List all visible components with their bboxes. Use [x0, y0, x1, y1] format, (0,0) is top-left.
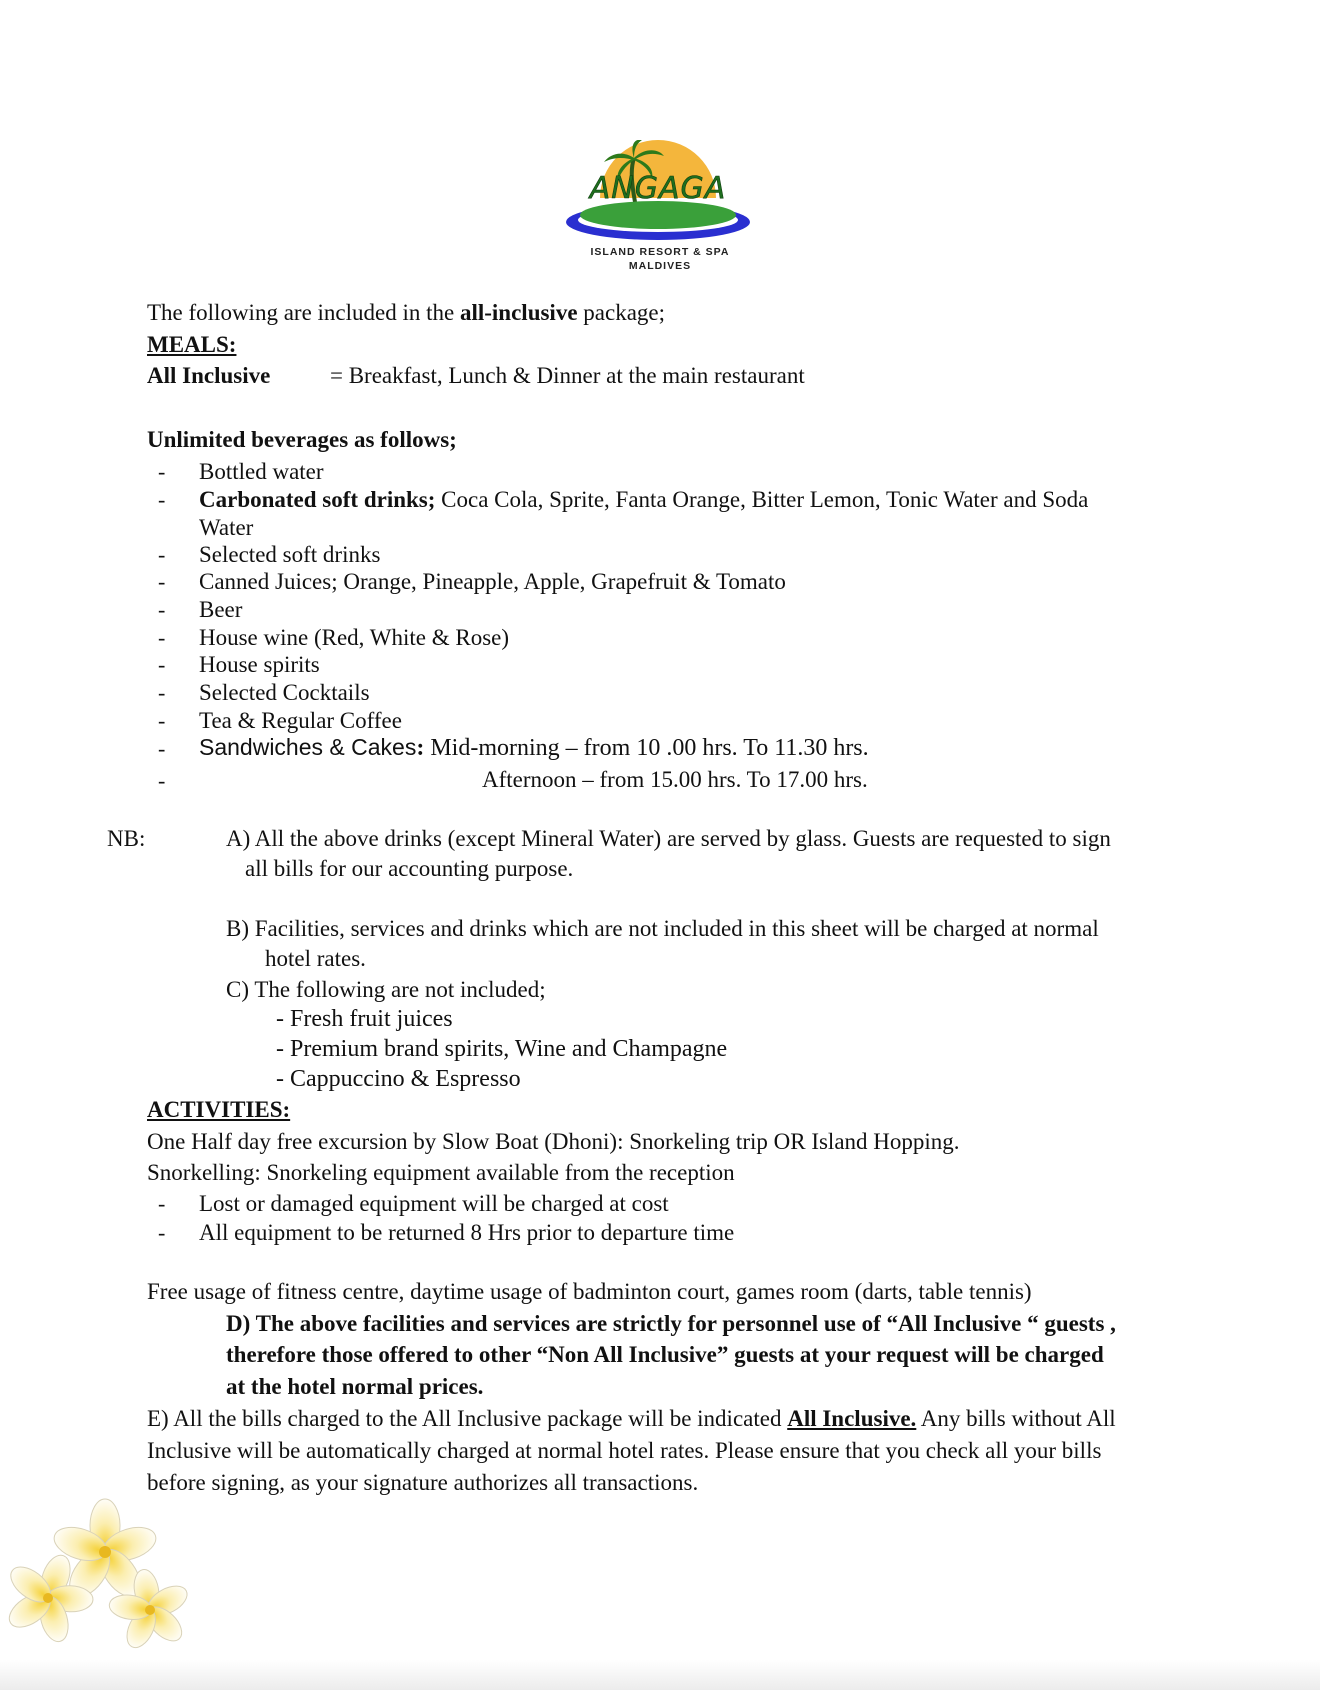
resort-logo — [560, 140, 760, 270]
bullet-dash: - — [158, 542, 166, 567]
free-usage-line: Free usage of fitness centre, daytime usage of badminton court, games room (darts, table tennis) — [147, 1279, 1032, 1304]
activities-line: Snorkelling: Snorkeling equipment available from the reception — [147, 1160, 735, 1185]
nb-b-line: B) Facilities, services and drinks which are not included in this sheet will be charged at normal — [226, 916, 1099, 941]
activities-item: All equipment to be returned 8 Hrs prior to departure time — [199, 1220, 735, 1245]
nb-a-line: all bills for our accounting purpose. — [245, 856, 574, 881]
beverage-item: House wine (Red, White & Rose) — [199, 625, 510, 650]
beverage-item-afternoon: Afternoon – from 15.00 hrs. To 17.00 hrs. — [482, 767, 868, 792]
note-e-line: E) All the bills charged to the All Inclusive package will be indicated All Inclusive. Any bills without All — [147, 1406, 1116, 1431]
logo-name: ANGAGA — [589, 171, 727, 206]
bullet-dash: - — [158, 768, 166, 793]
beverage-item: Selected soft drinks — [199, 542, 381, 567]
bullet-dash: - — [158, 597, 166, 622]
bullet-dash: - — [158, 459, 166, 484]
nb-label: NB: — [107, 826, 146, 851]
nb-c-item: - Fresh fruit juices — [276, 1006, 453, 1032]
nb-c-item: - Premium brand spirits, Wine and Champagne — [276, 1036, 728, 1062]
nb-b-line: hotel rates. — [265, 946, 366, 971]
beverage-item-continued: Water — [199, 515, 254, 540]
activities-line: One Half day free excursion by Slow Boat (Dhoni): Snorkeling trip OR Island Hopping. — [147, 1129, 960, 1154]
meals-label: All Inclusive — [147, 363, 271, 388]
intro-line: The following are included in the all-inclusive package; — [147, 300, 666, 325]
note-d-line: therefore those offered to other “Non All Inclusive” guests at your request will be charged — [226, 1342, 1104, 1367]
bullet-dash: - — [158, 708, 166, 733]
intro-emphasis: all-inclusive — [459, 300, 578, 325]
palm-island-logo-icon — [560, 140, 760, 245]
note-d-line: D) The above facilities and services are strictly for personnel use of “All Inclusive “ guests , — [226, 1311, 1116, 1336]
nb-c-heading: C) The following are not included; — [226, 977, 546, 1002]
logo-location: MALDIVES — [628, 260, 692, 272]
activities-heading: ACTIVITIES: — [147, 1097, 291, 1122]
page-bottom-edge — [0, 1660, 1320, 1690]
beverage-item: Bottled water — [199, 459, 324, 484]
nb-c-item: - Cappuccino & Espresso — [276, 1066, 521, 1092]
bullet-dash: - — [158, 625, 166, 650]
logo-subtitle: ISLAND RESORT & SPA — [590, 246, 730, 258]
beverage-item: House spirits — [199, 652, 320, 677]
beverages-heading: Unlimited beverages as follows; — [147, 427, 457, 452]
bullet-dash: - — [158, 652, 166, 677]
nb-a-line: A) All the above drinks (except Mineral Water) are served by glass. Guests are requested to sign — [226, 826, 1111, 851]
bullet-dash: - — [158, 1220, 166, 1245]
beverage-item: Sandwiches & Cakes: Mid-morning – from 10 .00 hrs. To 11.30 hrs. — [199, 734, 869, 761]
bullet-dash: - — [158, 569, 166, 594]
beverage-item: Tea & Regular Coffee — [199, 708, 402, 733]
beverage-item: Canned Juices; Orange, Pineapple, Apple, Grapefruit & Tomato — [199, 569, 786, 594]
note-e-line: Inclusive will be automatically charged at normal hotel rates. Please ensure that you check all your bills — [147, 1438, 1102, 1463]
bullet-dash: - — [158, 1191, 166, 1216]
note-d-line: at the hotel normal prices. — [226, 1374, 484, 1399]
beverage-item: Carbonated soft drinks; Coca Cola, Sprite, Fanta Orange, Bitter Lemon, Tonic Water and Soda — [199, 487, 1089, 512]
meals-value: = Breakfast, Lunch & Dinner at the main restaurant — [330, 363, 805, 388]
all-inclusive-emphasis: All Inclusive. — [787, 1406, 917, 1431]
bullet-dash: - — [158, 487, 166, 512]
note-e-line: before signing, as your signature authorizes all transactions. — [147, 1470, 699, 1495]
bullet-dash: - — [158, 680, 166, 705]
bullet-dash: - — [158, 736, 166, 761]
meals-heading: MEALS: — [147, 332, 237, 357]
beverage-item: Beer — [199, 597, 243, 622]
beverage-item: Selected Cocktails — [199, 680, 370, 705]
activities-item: Lost or damaged equipment will be charged at cost — [199, 1191, 669, 1216]
